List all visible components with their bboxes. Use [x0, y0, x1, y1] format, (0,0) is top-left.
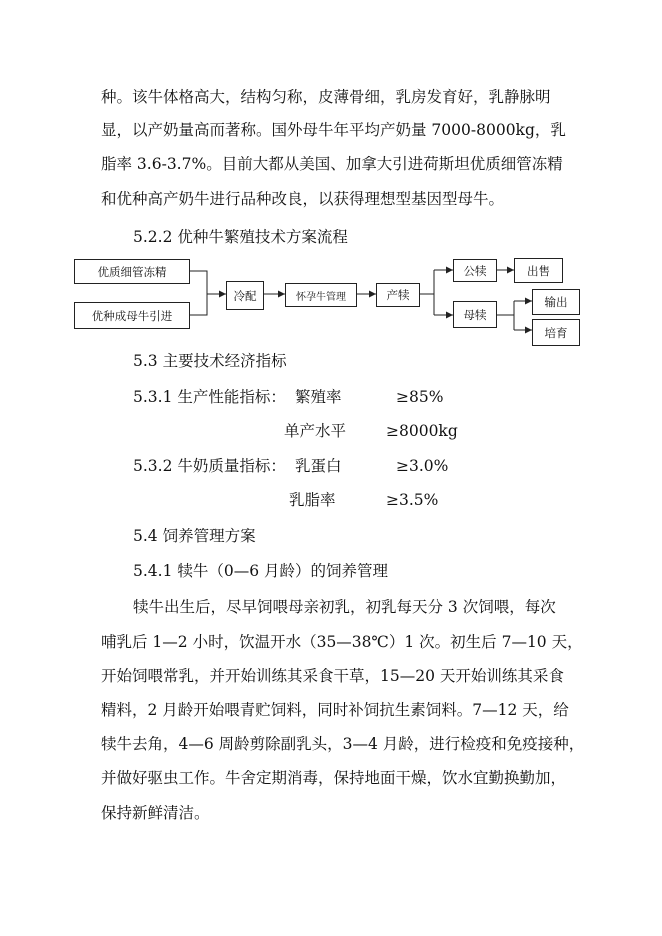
flow-box-calving: 产犊 — [376, 283, 420, 307]
section-5-3-heading: 5.3 主要技术经济指标 — [133, 352, 287, 370]
flow-box-semen: 优质细管冻精 — [74, 259, 190, 284]
input-merge-line — [190, 271, 207, 315]
flow-box-bull-calf: 公犊 — [453, 259, 497, 282]
milk-protein-value: ≥3.0% — [396, 457, 449, 475]
paragraph1-line4: 和优种高产奶牛进行品种改良，以获得理想型基因型母牛。 — [101, 190, 505, 208]
flow-box-heifer-calf: 母犊 — [453, 301, 497, 328]
section-5-3-1-label: 5.3.1 生产性能指标： — [133, 388, 286, 406]
milk-fat-name: 乳脂率 — [289, 491, 336, 509]
section-5-4-heading: 5.4 饲养管理方案 — [133, 527, 256, 545]
paragraph1-line1: 种。该牛体格高大，结构匀称，皮薄骨细，乳房发育好，乳静脉明 — [101, 88, 551, 106]
milk-fat-value: ≥3.5% — [386, 491, 439, 509]
yield-level-value: ≥8000kg — [386, 422, 458, 440]
flow-box-export: 输出 — [532, 289, 580, 315]
section-5-3-2-label: 5.3.2 牛奶质量指标： — [133, 457, 286, 475]
flow-box-raise: 培育 — [532, 319, 580, 346]
paragraph2-line2: 哺乳后 1—2 小时，饮温开水（35—38℃）1 次。初生后 7—10 天， — [101, 633, 583, 651]
birth-rate-value: ≥85% — [396, 388, 444, 406]
paragraph2-line4: 精料，2 月龄开始喂青贮饲料，同时补饲抗生素饲料。7—12 天，给 — [101, 701, 569, 719]
paragraph2-line3: 开始饲喂常乳，并开始训练其采食干草，15—20 天开始训练其采食 — [101, 667, 564, 685]
birth-rate-name: 繁殖率 — [295, 388, 342, 406]
flow-box-pregnancy: 怀孕牛管理 — [285, 283, 357, 307]
paragraph1-line2: 显，以产奶量高而著称。国外母牛年平均产奶量 7000-8000kg，乳 — [101, 121, 566, 139]
paragraph2-line7: 保持新鲜清洁。 — [101, 804, 210, 822]
yield-level-name: 单产水平 — [284, 422, 347, 440]
paragraph2-line5: 犊牛去角，4—6 周龄剪除副乳头，3—4 月龄，进行检疫和免疫接种， — [101, 735, 585, 753]
paragraph2-line1: 犊牛出生后，尽早饲喂母亲初乳，初乳每天分 3 次饲喂，每次 — [133, 598, 556, 616]
section-5-4-1-heading: 5.4.1 犊牛（0—6 月龄）的饲养管理 — [133, 562, 389, 580]
section-5-2-2-heading: 5.2.2 优种牛繁殖技术方案流程 — [133, 228, 348, 246]
paragraph1-line3: 脂率 3.6-3.7%。目前大都从美国、加拿大引进荷斯坦优质细管冻精 — [101, 155, 563, 173]
milk-protein-name: 乳蛋白 — [295, 457, 342, 475]
flow-box-sell: 出售 — [514, 258, 563, 283]
flow-box-cows: 优种成母牛引进 — [74, 302, 190, 329]
paragraph2-line6: 并做好驱虫工作。牛舍定期消毒，保持地面干燥，饮水宜勤换勤加， — [101, 769, 567, 787]
flow-box-mating: 冷配 — [226, 281, 264, 310]
